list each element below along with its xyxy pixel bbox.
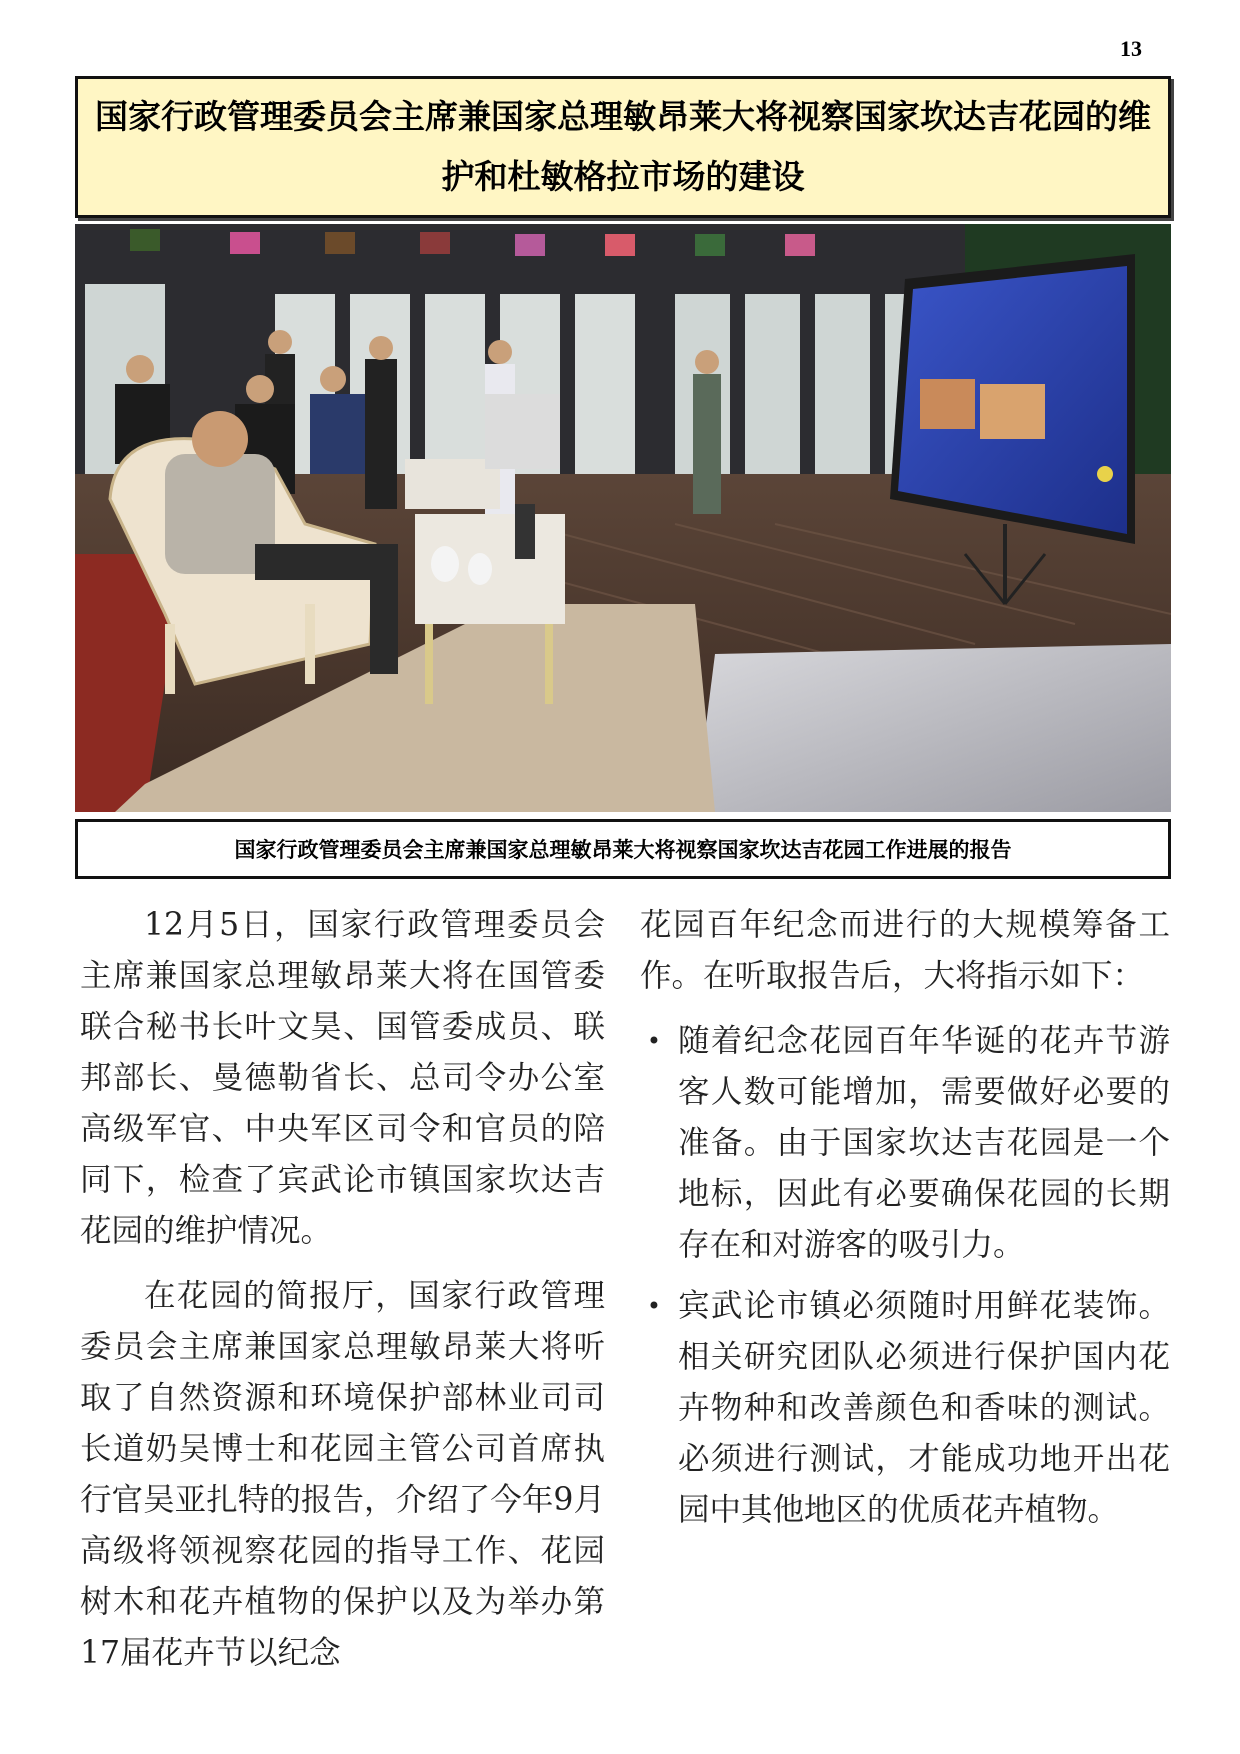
list-item <box>640 1281 1170 1536</box>
headline: 国家行政管理委员会主席兼国家总理敏昂莱大将视察国家坎达吉花园的维护和杜敏格拉市场的建设 <box>95 97 1151 196</box>
bullet-icon: • <box>646 1027 662 1055</box>
photo-illustration <box>75 224 1171 812</box>
right-column <box>640 900 1170 1536</box>
briefing-room-photo <box>75 224 1171 812</box>
headline-box <box>75 76 1171 218</box>
paragraph-continuation: 花园百年纪念而进行的大规模筹备工作。在听取报告后，大将指示如下： <box>640 907 1170 994</box>
instruction-list <box>640 1016 1170 1536</box>
left-column <box>80 900 605 1679</box>
list-item <box>640 1016 1170 1271</box>
photo-caption: 国家行政管理委员会主席兼国家总理敏昂莱大将视察国家坎达吉花园工作进展的报告 <box>234 838 1012 862</box>
paragraph-1: 12月5日，国家行政管理委员会主席兼国家总理敏昂莱大将在国管委联合秘书长叶文昊、国管委成员、联邦部长、曼德勒省长、总司令办公室高级军官、中央军区司令和官员的陪同下，检查了宾武论市镇国家坎达吉花园的维护情况。 <box>80 907 605 1249</box>
caption-box <box>75 819 1171 879</box>
list-item-text: 宾武论市镇必须随时用鲜花装饰。相关研究团队必须进行保护国内花卉物种和改善颜色和香味的测试。必须进行测试，才能成功地开出花园中其他地区的优质花卉植物。 <box>678 1288 1170 1528</box>
paragraph-2: 在花园的简报厅，国家行政管理委员会主席兼国家总理敏昂莱大将听取了自然资源和环境保护部林业司司长道奶吴博士和花园主管公司首席执行官吴亚扎特的报告，介绍了今年9月高级将领视察花园的指导工作、花园树木和花卉植物的保护以及为举办第17届花卉节以纪念 <box>80 1278 605 1671</box>
marble-floor <box>695 644 1171 812</box>
podium <box>485 394 560 469</box>
list-item-text: 随着纪念花园百年华诞的花卉节游客人数可能增加，需要做好必要的准备。由于国家坎达吉花园是一个地标，因此有必要确保花园的长期存在和对游客的吸引力。 <box>678 1023 1170 1263</box>
page-number: 13 <box>1120 36 1142 61</box>
bullet-icon: • <box>646 1292 662 1320</box>
